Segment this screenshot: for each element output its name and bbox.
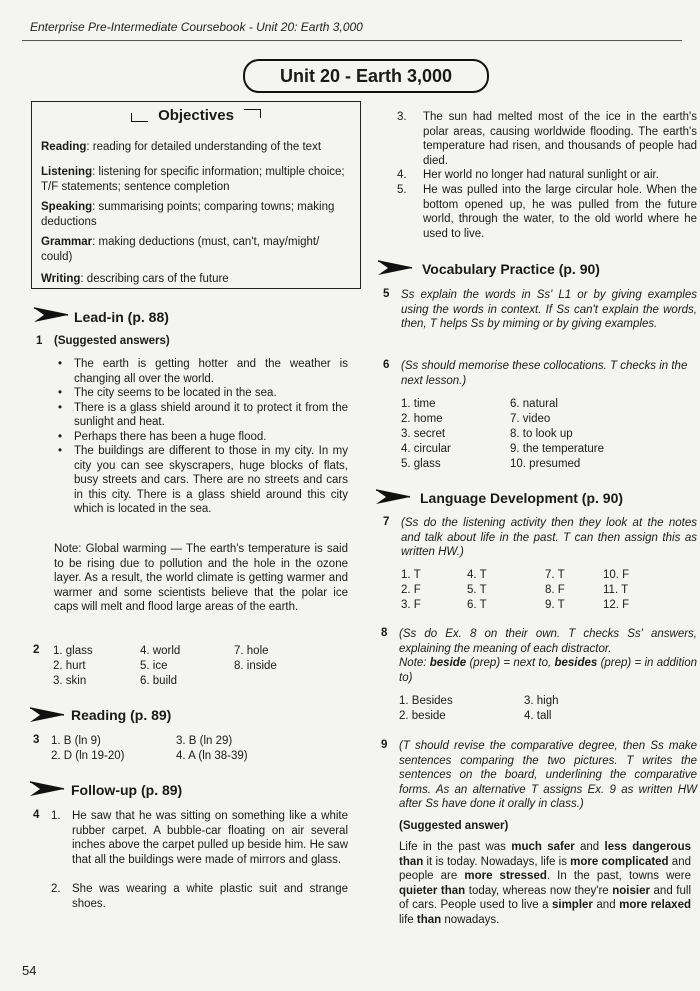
- section-arrow-icon: [28, 704, 68, 726]
- q6-instructions: (Ss should memorise these collocations. T checks in the next lesson.): [401, 360, 688, 387]
- question-number: 5: [383, 288, 390, 300]
- answer-item: 5. glass: [401, 458, 441, 470]
- answer-item: 7. video: [510, 413, 551, 425]
- suggested-answers-label: (Suggested answers): [54, 335, 170, 347]
- answer-item: 4. circular: [401, 443, 451, 455]
- question-number: 2: [33, 644, 40, 656]
- tf-answer: 2. F: [401, 584, 421, 596]
- vocab-col-2: [510, 397, 604, 472]
- followup-item: He saw that he was sitting on something like a white rubber carpet. A bubble-car floating on air several inches above the carpet pulled up beside him. He saw that all the buildings were made of mirrors and glass.: [72, 810, 348, 866]
- objective-writing: Writing: describing cars of the future: [41, 273, 229, 285]
- leadin-bullets: [54, 357, 348, 517]
- q8-answer: 2. beside: [399, 710, 446, 722]
- list-number: 4.: [397, 169, 407, 181]
- answer-item: 1. time: [401, 398, 436, 410]
- section-arrow-icon: [374, 486, 414, 508]
- section-arrow-icon: [376, 257, 416, 279]
- unit-title: Unit 20 - Earth 3,000: [243, 59, 489, 93]
- tf-answer: 12. F: [603, 599, 630, 611]
- list-item: • The earth is getting hotter and the weather is changing all over the world.: [54, 357, 348, 386]
- tf-answer: 7. T: [545, 569, 565, 581]
- objectives-title: Objectives: [32, 107, 360, 124]
- q5-instructions: Ss explain the words in Ss' L1 or by giving examples using the words in context. If Ss can't explain the words, then, T helps Ss by miming or by giving examples.: [401, 289, 697, 330]
- q2-col-2: [140, 644, 180, 689]
- tf-answer: 1. T: [401, 569, 421, 581]
- answer-item: 8. to look up: [510, 428, 573, 440]
- list-item: The sun had melted most of the ice in the earth's polar areas, causing worldwide flooding. The earth's temperature had risen, and thousands of people had died.: [423, 111, 697, 167]
- objective-reading: Reading: reading for detailed understanding of the text: [41, 141, 322, 153]
- objectives-box: [31, 101, 361, 289]
- vocab-heading: Vocabulary Practice (p. 90): [422, 261, 600, 277]
- answer-item: 8. inside: [234, 660, 277, 672]
- followup-item: She was wearing a white plastic suit and strange shoes.: [72, 883, 348, 910]
- followup-heading: Follow-up (p. 89): [71, 782, 183, 798]
- q7-instructions: (Ss do the listening activity then they look at the notes and talk about life in the past. T can then assign this as written HW.): [401, 517, 697, 558]
- page-number: 54: [22, 963, 37, 978]
- section-arrow-icon: [32, 304, 72, 326]
- answer-item: 9. the temperature: [510, 443, 604, 455]
- reading-answer: 3. B (ln 29): [176, 735, 233, 747]
- answer-item: 7. hole: [234, 645, 269, 657]
- objective-listening: Listening: listening for specific information; multiple choice; T/F statements; sentence completion: [41, 166, 345, 193]
- tf-answer: 10. F: [603, 569, 630, 581]
- objective-grammar: Grammar: making deductions (must, can't, may/might/ could): [41, 236, 320, 263]
- followup-n: 2.: [51, 883, 61, 895]
- q8-instructions: (Ss do Ex. 8 on their own. T checks Ss' answers, explaining the meaning of each distractor. Note: beside (prep) = next to, besides (prep) = in addition to): [399, 628, 697, 684]
- question-number: 7: [383, 516, 390, 528]
- question-number: 4: [33, 809, 40, 821]
- tf-answer: 5. T: [467, 584, 487, 596]
- tf-answer: 3. F: [401, 599, 421, 611]
- objective-speaking: Speaking: summarising points; comparing towns; making deductions: [41, 201, 335, 228]
- answer-item: 6. build: [140, 675, 178, 687]
- list-number: 3.: [397, 111, 407, 123]
- vocab-col-1: [401, 397, 451, 472]
- answer-item: 3. secret: [401, 428, 446, 440]
- q8-answer: 3. high: [524, 695, 559, 707]
- question-number: 1: [36, 335, 43, 347]
- question-number: 6: [383, 359, 390, 371]
- answer-item: 4. world: [140, 645, 181, 657]
- suggested-answer-label: (Suggested answer): [399, 820, 509, 832]
- q9-instructions: (T should revise the comparative degree, then Ss make sentences comparing the two pictures. T writes the sentences on the board, underlining the comparative forms. As an alternative T assigns Ex. 9 as written HW after Ss have done it orally in class.): [399, 740, 697, 810]
- question-number: 3: [33, 734, 40, 746]
- answer-item: 1. glass: [53, 645, 93, 657]
- header-rule: [22, 40, 682, 41]
- tf-answer: 4. T: [467, 569, 487, 581]
- reading-answer: 4. A (ln 38-39): [176, 750, 248, 762]
- list-number: 5.: [397, 184, 407, 196]
- followup-n: 1.: [51, 810, 61, 822]
- reading-heading: Reading (p. 89): [71, 707, 172, 723]
- list-item: Her world no longer had natural sunlight or air.: [423, 169, 659, 181]
- tf-answer: 6. T: [467, 599, 487, 611]
- tf-answer: 9. T: [545, 599, 565, 611]
- list-item: • The buildings are different to those in my city. In my city you can see skyscrapers, huge blocks of flats, busy streets and cars. There are no streets and cars in this city. There is a glass shield around this city which is located in the sea.: [54, 444, 348, 517]
- q9-suggested-answer: Life in the past was much safer and less dangerous than it is today. Nowadays, life is more complicated and people are more stressed. In the past, towns were quieter than today, whereas now they're noisier and full of cars. People used to live a simpler and more relaxed life than nowadays.: [399, 841, 692, 926]
- leadin-note: Note: Global warming — The earth's temperature is said to be rising due to pollution and the hole in the ozone layer. As a result, the world climate is getting warmer and warmer and some scientists believe that the polar ice caps will melt and flood large areas of the earth.: [54, 543, 348, 613]
- section-arrow-icon: [28, 778, 68, 800]
- answer-item: 5. ice: [140, 660, 168, 672]
- answer-item: 2. hurt: [53, 660, 86, 672]
- question-number: 8: [381, 627, 388, 639]
- leadin-heading: Lead-in (p. 88): [74, 309, 169, 325]
- reading-answer: 1. B (ln 9): [51, 735, 101, 747]
- answer-item: 10. presumed: [510, 458, 581, 470]
- tf-grid: [401, 568, 697, 613]
- tf-answer: 11. T: [603, 584, 629, 596]
- reading-answer: 2. D (ln 19-20): [51, 750, 125, 762]
- running-header: Enterprise Pre-Intermediate Coursebook - Unit 20: Earth 3,000: [30, 20, 363, 34]
- answer-item: 3. skin: [53, 675, 87, 687]
- list-item: • The city seems to be located in the sea.: [54, 386, 348, 401]
- list-item: He was pulled into the large circular hole. When the bottom opened up, he was pulled from the future world, through the water, to the old world where he used to live.: [423, 184, 697, 240]
- q8-answer: 1. Besides: [399, 695, 453, 707]
- q2-col-1: [53, 644, 93, 689]
- list-item: • There is a glass shield around it to protect it from the sunlight and heat.: [54, 401, 348, 430]
- question-number: 9: [381, 739, 388, 751]
- q2-col-3: [234, 644, 277, 674]
- answer-item: 6. natural: [510, 398, 558, 410]
- list-item: • Perhaps there has been a huge flood.: [54, 430, 348, 445]
- q8-answer: 4. tall: [524, 710, 552, 722]
- answer-item: 2. home: [401, 413, 443, 425]
- langdev-heading: Language Development (p. 90): [420, 490, 624, 506]
- tf-answer: 8. F: [545, 584, 565, 596]
